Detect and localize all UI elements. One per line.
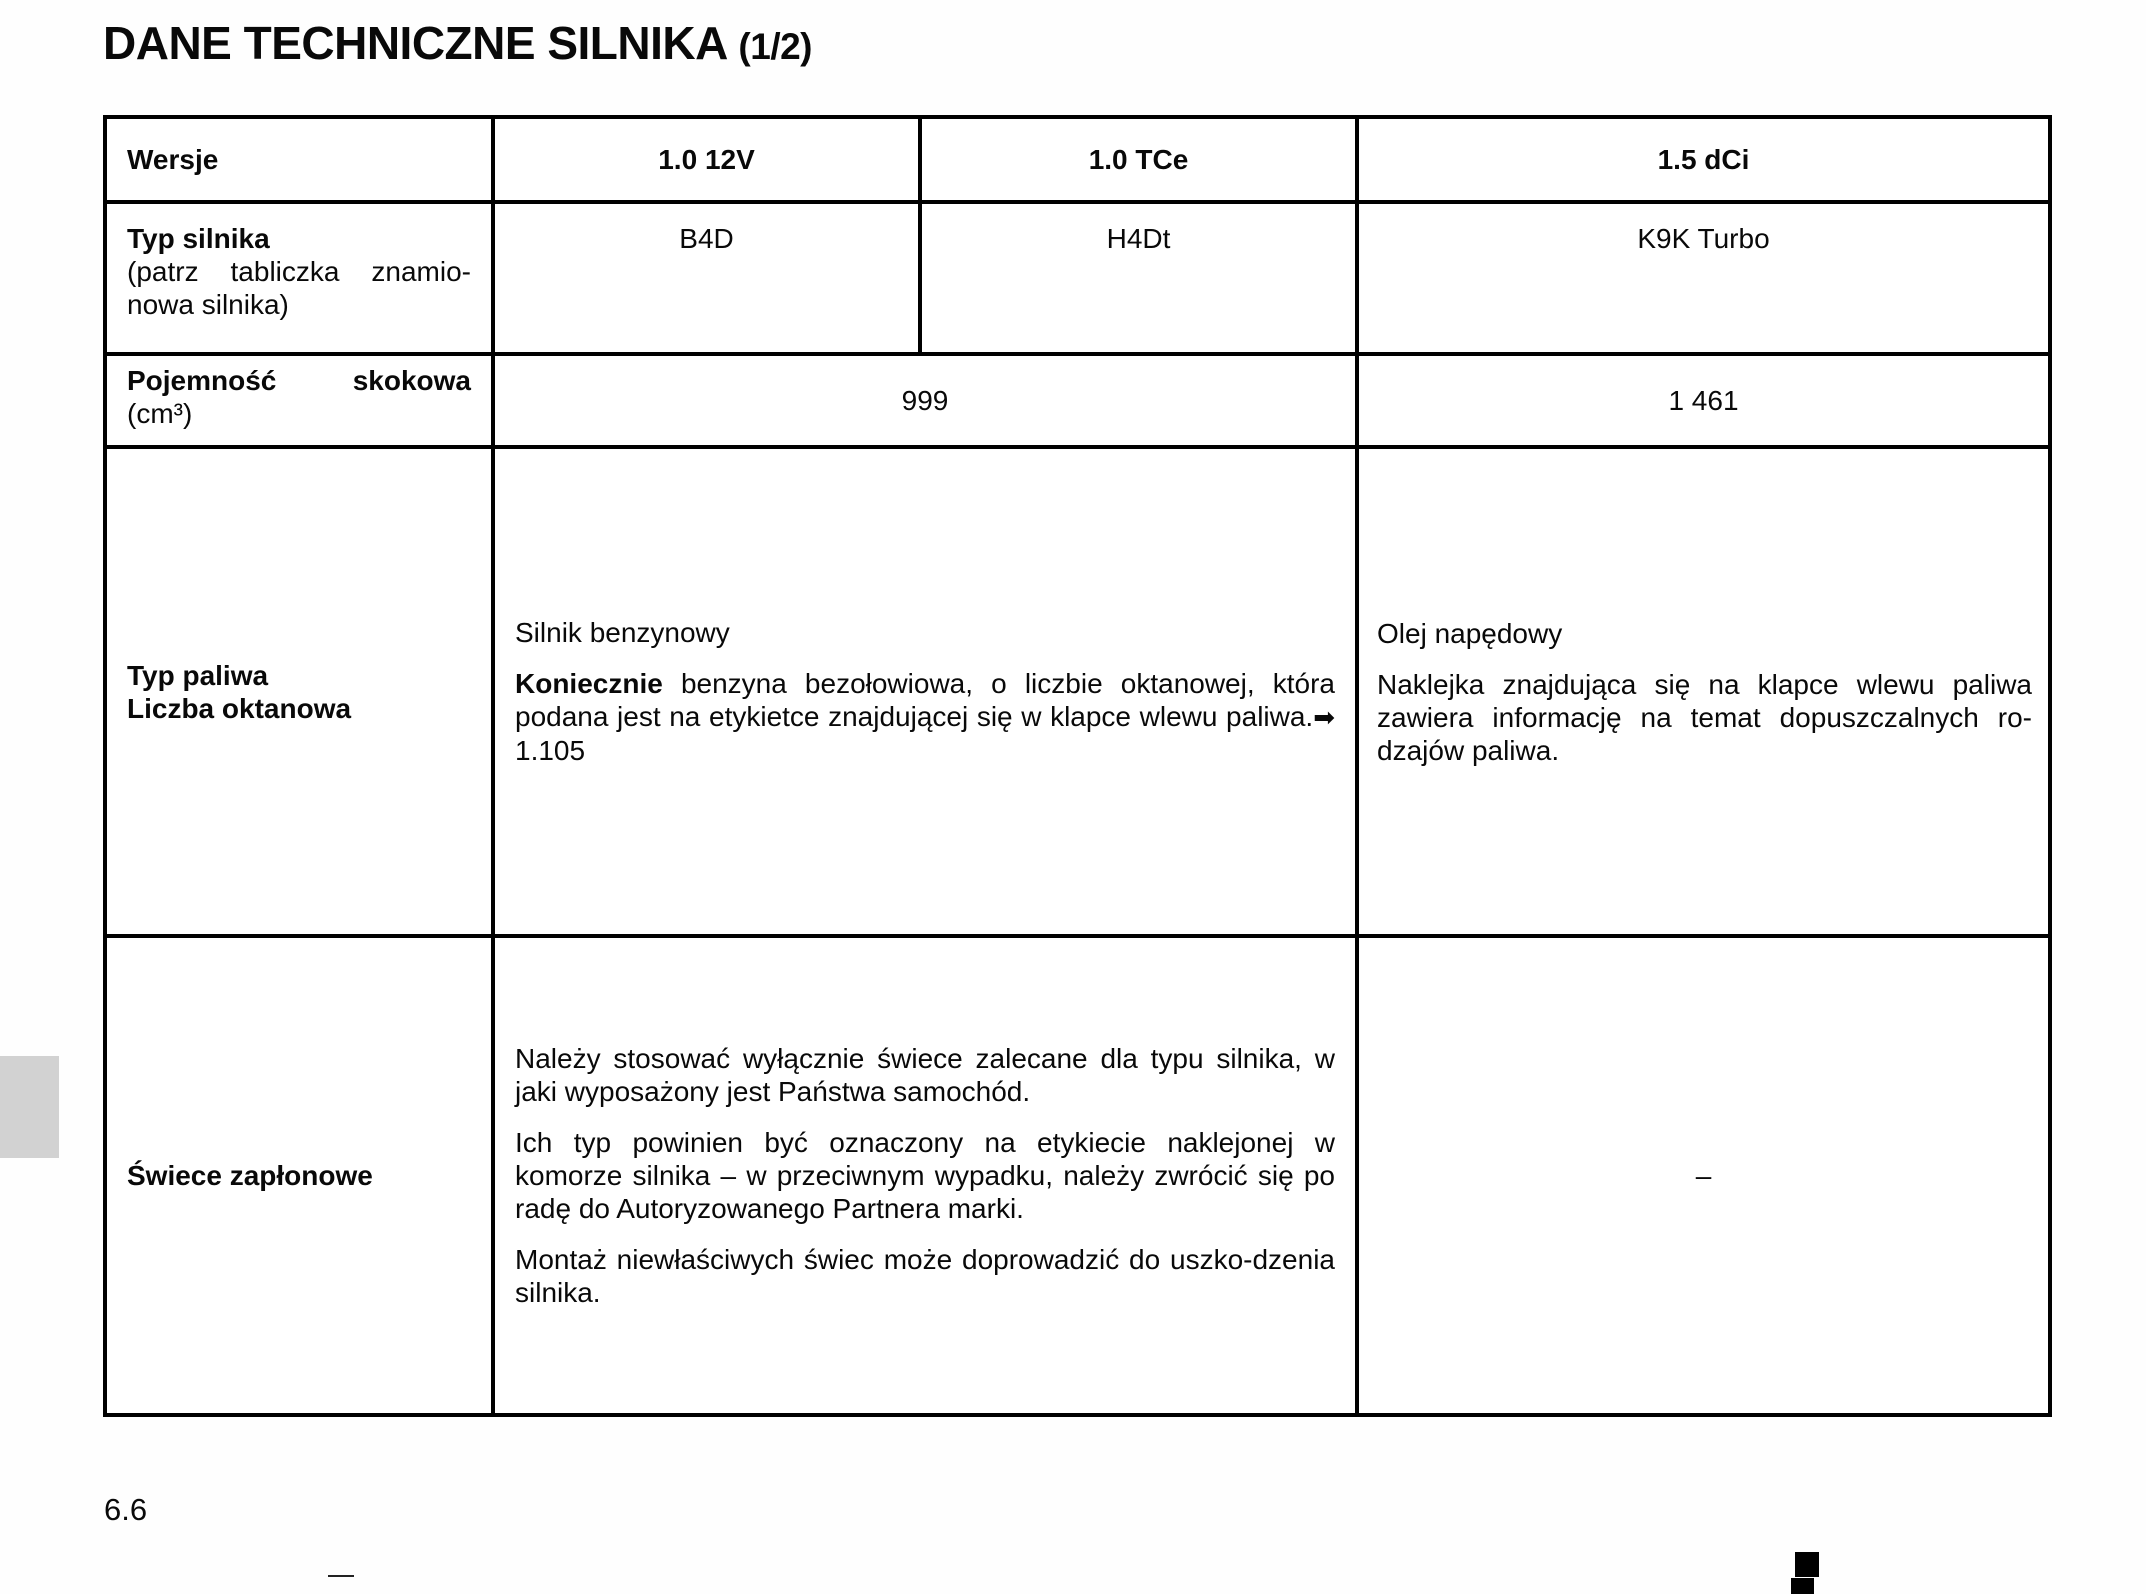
print-mark-square-top: [1795, 1552, 1819, 1577]
spark-plugs-petrol-cell: [493, 936, 1357, 1415]
table-row-engine-type: [105, 202, 2050, 354]
section-tab-marker: [0, 1056, 59, 1158]
engine-specs-table: [103, 115, 2052, 1417]
row-label-fuel-type: [105, 447, 493, 936]
displacement-diesel-value: 1 461: [1357, 354, 2050, 447]
spark-plugs-diesel-value: –: [1357, 936, 2050, 1415]
fuel-diesel-intro: Olej napędowy: [1377, 617, 1563, 649]
table-row-versions: [105, 117, 2050, 202]
page-reference-arrow-icon: ➡: [1313, 702, 1335, 732]
table-row-spark-plugs: [105, 936, 2050, 1415]
fuel-diesel-cell: [1357, 447, 2050, 936]
page-title-suffix: (1/2): [738, 26, 812, 67]
table-row-fuel-type: [105, 447, 2050, 936]
fuel-label-line2: Liczba oktanowa: [127, 692, 352, 724]
row-label-engine-type: [105, 202, 493, 354]
displacement-unit: (cm³): [127, 398, 193, 429]
engine-type-1-0-12v: B4D: [493, 202, 920, 354]
spark-plugs-paragraph-3: Montaż niewłaściwych świec może doprowadzić do uszko-dzenia silnika.: [515, 1244, 1335, 1308]
row-label-versions: Wersje: [105, 117, 493, 202]
spark-plugs-paragraph-1: Należy stosować wyłącznie świece zalecane dla typu silnika, w jaki wyposażony jest Państwa samochód.: [515, 1043, 1335, 1107]
fuel-petrol-bold: Koniecznie: [515, 668, 663, 699]
displacement-petrol-value: 999: [493, 354, 1357, 447]
page-title-text: DANE TECHNICZNE SILNIKA: [103, 17, 727, 69]
page-reference-number: 1.105: [515, 735, 586, 766]
page-number: 6.6: [104, 1492, 148, 1527]
fuel-petrol-text: benzyna bezołowiowa, o liczbie oktanowej, która podana jest na etykietce znajdującej się w klapce wlewu paliwa.: [515, 668, 1335, 732]
header-cell-version-1-0-12v: 1.0 12V: [493, 117, 920, 202]
fuel-petrol-intro: Silnik benzynowy: [515, 617, 730, 648]
fuel-diesel-text: Naklejka znajdująca się na klapce wlewu paliwa zawiera informację na temat dopuszczalnych ro-dzajów paliwa.: [1377, 668, 2032, 766]
displacement-label: Pojemność skokowa: [127, 365, 471, 396]
spark-plugs-paragraph-2: Ich typ powinien być oznaczony na etykiecie naklejonej w komorze silnika – w przeciwnym wypadku, należy zwrócić się po radę do Autoryzowanego Partnera marki.: [515, 1127, 1335, 1224]
engine-type-1-5-dci: K9K Turbo: [1357, 202, 2050, 354]
table-row-displacement: [105, 354, 2050, 447]
header-cell-version-1-5-dci: 1.5 dCi: [1357, 117, 2050, 202]
engine-type-note: (patrz tabliczka znamio-nowa silnika): [127, 256, 471, 320]
spark-plugs-label: Świece zapłonowe: [127, 1160, 373, 1191]
header-cell-version-1-0-tce: 1.0 TCe: [920, 117, 1357, 202]
row-label-spark-plugs: [105, 936, 493, 1415]
print-mark-square-bottom: [1791, 1578, 1814, 1594]
fuel-petrol-paragraph: [515, 667, 1335, 767]
page-title: [103, 16, 812, 70]
fuel-label-line1: Typ paliwa: [127, 659, 269, 691]
fuel-petrol-cell: [493, 447, 1357, 936]
engine-type-1-0-tce: H4Dt: [920, 202, 1357, 354]
row-label-displacement: [105, 354, 493, 447]
print-mark-dash: [328, 1575, 354, 1577]
engine-type-label: Typ silnika: [127, 223, 270, 254]
